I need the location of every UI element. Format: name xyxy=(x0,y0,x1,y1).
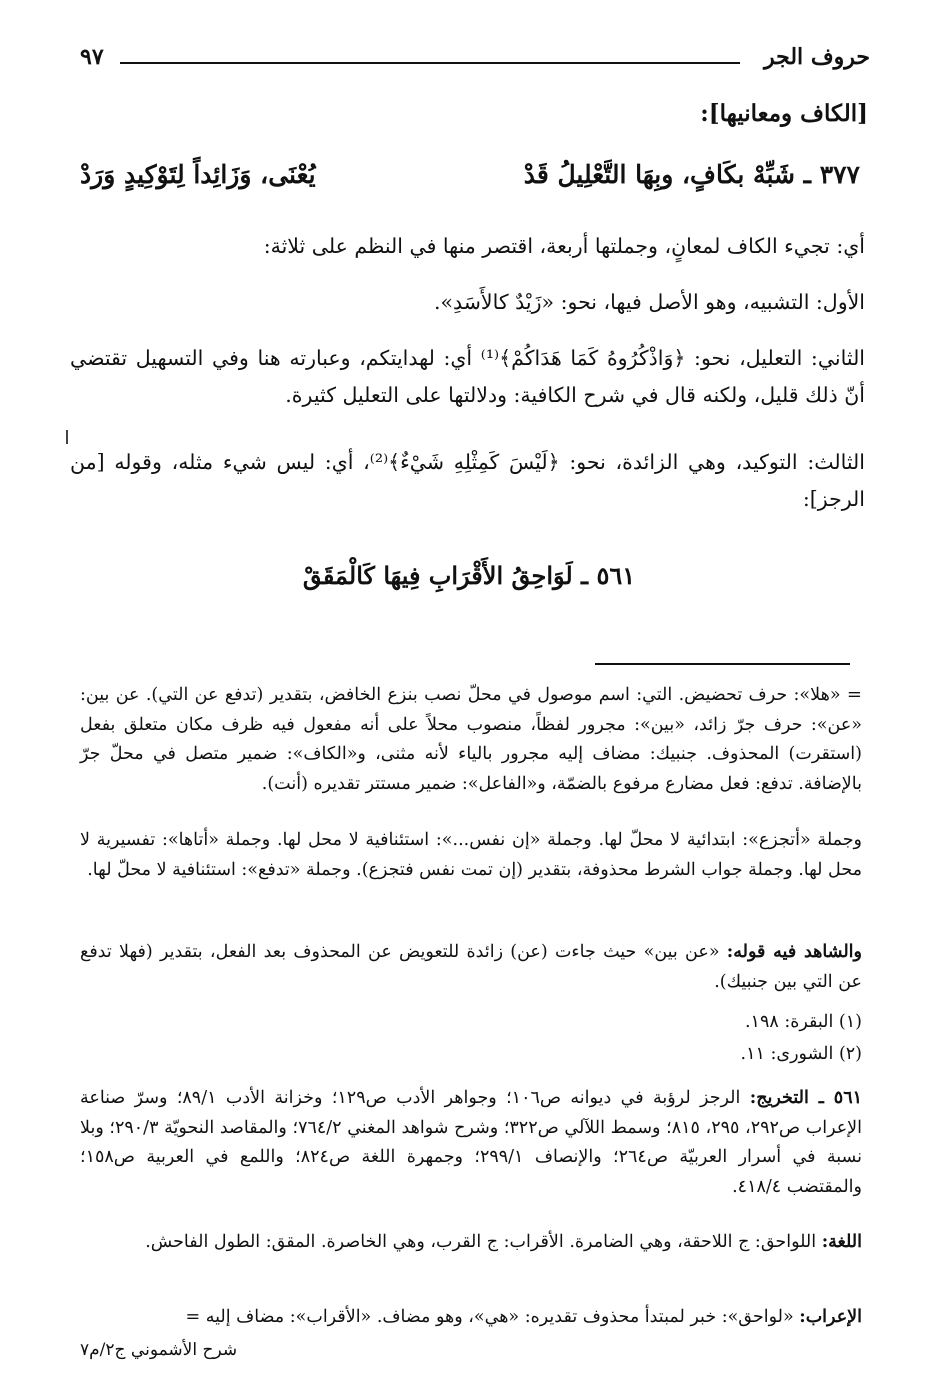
footnote-1 xyxy=(80,680,862,799)
verse-number: ٣٧٧ ـ xyxy=(803,160,860,189)
verse-first-half xyxy=(524,160,860,189)
lugha-label: اللغة: xyxy=(821,1232,862,1252)
reference-2: (٢) الشورى: ١١. xyxy=(740,1044,862,1064)
reference-1: (١) البقرة: ١٩٨. xyxy=(744,1012,862,1032)
page-number: ٩٧ xyxy=(80,44,104,70)
footnote-3-label: والشاهد فيه قوله: xyxy=(726,942,862,962)
footnote-lugha xyxy=(80,1228,862,1258)
footnote-1-text: «هلا»: حرف تحضيض. التي: اسم موصول في محلّ نصب بنزع الخافض، بتقدير (تدفع عن التي). عن بين: «عن»: حرف جرّ زائد، «بين»: مجرور لفظاً، منصوب محلاً على أنه مفعول فيه ظرف مكان متعلق بفعل (استقرت) المحذوف. جنبيك: مضاف إليه مجرور بالياء لأنه مثنى، و«الكاف»: ضمير متصل في محلّ جرّ بالإضافة. تدفع: فعل مضارع مرفوع بالضمّة، و«الفاعل»: ضمير مستتر تقديره (أنت). xyxy=(80,685,862,794)
lugha-text: اللواحق: ج اللاحقة، وهي الضامرة. الأقراب: ج القرب، وهي الخاصرة. المقق: الطول الفاحش. xyxy=(145,1232,817,1252)
footnote-takhrij xyxy=(80,1084,862,1202)
main-paragraph-1: أي: تجيء الكاف لمعانٍ، وجملتها أربعة، اقتصر منها في النظم على ثلاثة: xyxy=(263,234,865,258)
footnote-3 xyxy=(80,938,862,997)
main-paragraph-3: الثاني: التعليل، نحو: ﴿وَاذْكُرُوهُ كَمَا هَدَاكُمْ﴾⁽¹⁾ أي: لهدايتكم، وعبارته هنا وفي التسهيل تقتضي أنّ ذلك قليل، ولكنه قال في شرح الكافية: ودلالتها على التعليل كثيرة. xyxy=(70,346,866,407)
section-title: [الكاف ومعانيها]: xyxy=(700,100,868,127)
takhrij-label: ٥٦١ ـ التخريج: xyxy=(749,1088,862,1108)
footnote-3-text: «عن بين» حيث جاءت (عن) زائدة للتعويض عن المحذوف بعد الفعل، بتقدير (فهلا تدفع عن التي بين جنبيك). xyxy=(80,942,862,992)
running-header xyxy=(80,40,870,80)
header-rule xyxy=(120,62,740,64)
irab-text: «لواحق»: خبر لمبتدأ محذوف تقديره: «هي»، وهو مضاف. «الأقراب»: مضاف إليه = xyxy=(185,1307,794,1327)
volume-signature: شرح الأشموني ج٢/م٧ xyxy=(80,1340,238,1360)
footnote-continuation-mark: = xyxy=(846,684,862,705)
takhrij-text: الرجز لرؤبة في ديوانه ص١٠٦؛ وجواهر الأدب ص١٢٩؛ وخزانة الأدب ٨٩/١؛ وسرّ صناعة الإعراب ص٢٩٢، ٢٩٥، ٨١٥؛ وسمط اللآلي ص٣٢٢؛ وشرح شواهد المغني ٧٦٤/٢؛ والمقاصد النحويّة ٢٩٠/٣؛ وبلا نسبة في أسرار العربيّة ص٢٦٤؛ والإنصاف ٢٩٩/١؛ وجمهرة اللغة ص٨٢٤؛ واللمع في العربية ص١٥٨؛ والمقتضب ٤١٨/٤. xyxy=(80,1088,863,1197)
verse-hemistich-2: يُعْنَى، وَزَائِداً لِتَوْكِيدٍ وَرَدْ xyxy=(80,160,316,189)
footnote-irab xyxy=(80,1303,862,1333)
poem-verse: ٥٦١ ـ لَوَاحِقُ الأَقْرَابِ فِيهَا كَالْمَقَقْ xyxy=(302,561,636,590)
margin-mark xyxy=(66,430,68,444)
main-paragraph-2: الأول: التشبيه، وهو الأصل فيها، نحو: «زَيْدٌ كالأَسَدِ». xyxy=(433,290,865,314)
verse-hemistich-1: شَبِّهْ بكَافٍ، وبِهَا التَّعْلِيلُ قَدْ xyxy=(523,160,795,189)
main-paragraph-4: الثالث: التوكيد، وهي الزائدة، نحو: ﴿لَيْسَ كَمِثْلِهِ شَيْءٌ﴾⁽²⁾، أي: ليس شيء مثله، وقوله [من الرجز]: xyxy=(70,450,865,511)
irab-label: الإعراب: xyxy=(799,1307,862,1327)
footnote-2: وجملة «أتجزع»: ابتدائية لا محلّ لها. وجملة «إن نفس...»: استئنافية لا محل لها. وجملة «أتاها»: تفسيرية لا محل لها. وجملة جواب الشرط محذوفة، بتقدير (إن تمت نفس فتجزع). وجملة «تدفع»: استئنافية لا محلّ لها. xyxy=(80,830,862,880)
footnote-rule xyxy=(595,663,850,665)
header-title: حروف الجر xyxy=(764,44,870,70)
